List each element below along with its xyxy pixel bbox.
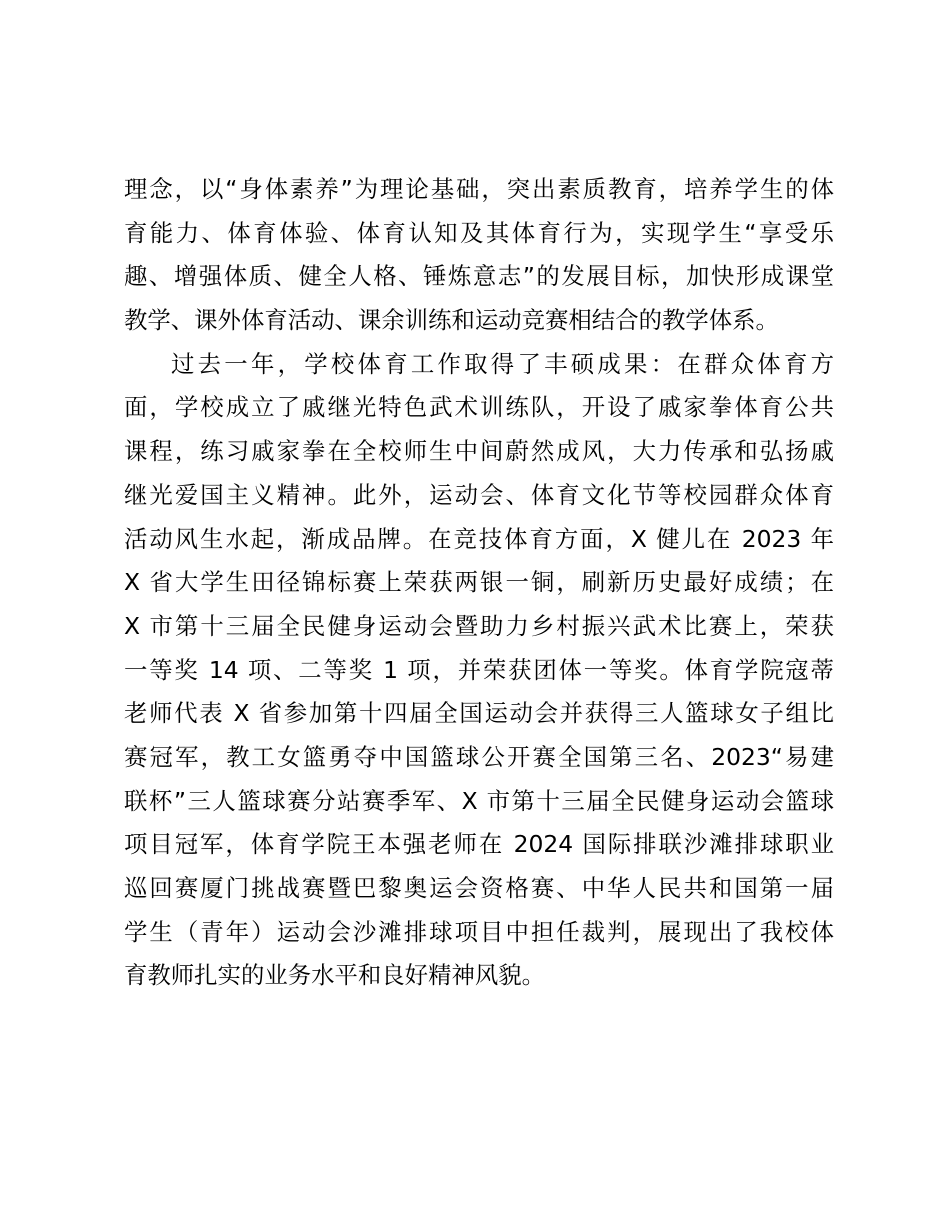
- text-line: 课程，练习戚家拳在全校师生中间蔚然成风，大力传承和弘扬戚: [124, 437, 834, 466]
- text-line: X 省大学生田径锦标赛上荣获两银一铜，刷新历史最好成绩；在: [124, 568, 834, 597]
- text-line: 巡回赛厦门挑战赛暨巴黎奥运会资格赛、中华人民共和国第一届: [124, 874, 834, 902]
- text-line: 联杯”三人篮球赛分站赛季军、X 市第十三届全民健身运动会篮球: [124, 786, 834, 815]
- text-line: 育教师扎实的业务水平和良好精神风貌。: [124, 961, 546, 990]
- text-line: 活动风生水起，渐成品牌。在竞技体育方面，X 健儿在 2023 年: [124, 524, 834, 553]
- text-line: 项目冠军，体育学院王本强老师在 2024 国际排联沙滩排球职业: [124, 830, 834, 859]
- text-line: 趣、增强体质、健全人格、锤炼意志”的发展目标，加快形成课堂: [124, 262, 834, 291]
- text-line: 一等奖 14 项、二等奖 1 项，并荣获团体一等奖。体育学院寇蒂: [124, 655, 834, 684]
- text-line: 教学、课外体育活动、课余训练和运动竞赛相结合的教学体系。: [124, 306, 779, 335]
- text-line: 面，学校成立了戚继光特色武术训练队，开设了戚家拳体育公共: [124, 393, 834, 422]
- text-line: X 市第十三届全民健身运动会暨助力乡村振兴武术比赛上，荣获: [124, 611, 834, 640]
- body-text: [124, 168, 834, 998]
- text-line: 老师代表 X 省参加第十四届全国运动会并获得三人篮球女子组比: [124, 699, 834, 728]
- paragraph-first-line: 过去一年，学校体育工作取得了丰硕成果：在群众体育方: [171, 349, 834, 378]
- text-line: 学生（青年）运动会沙滩排球项目中担任裁判，展现出了我校体: [124, 917, 834, 946]
- text-line: 继光爱国主义精神。此外，运动会、体育文化节等校园群众体育: [124, 480, 834, 509]
- text-line: 理念，以“身体素养”为理论基础，突出素质教育，培养学生的体: [124, 175, 834, 203]
- text-line: 育能力、体育体验、体育认知及其体育行为，实现学生“享受乐: [124, 218, 834, 247]
- text-line: 赛冠军，教工女篮勇夺中国篮球公开赛全国第三名、2023“易建: [124, 742, 834, 771]
